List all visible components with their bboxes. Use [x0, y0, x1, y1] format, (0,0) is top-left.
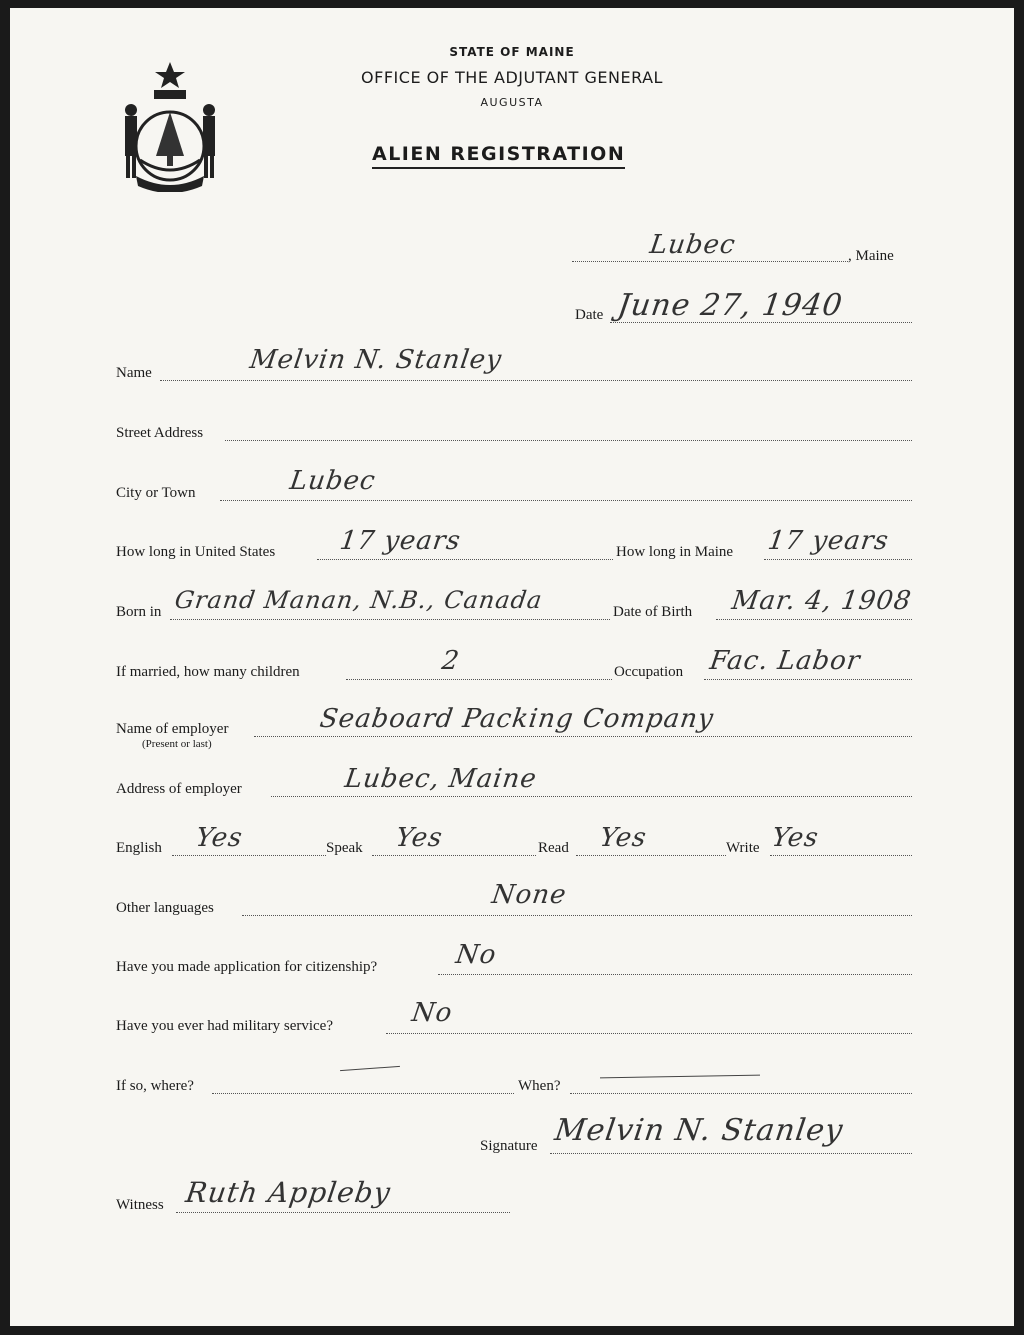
- signature-label: Signature: [480, 1138, 538, 1154]
- name-label: Name: [116, 365, 152, 381]
- when-label: When?: [518, 1078, 561, 1094]
- office-heading: OFFICE OF THE ADJUTANT GENERAL: [361, 68, 663, 87]
- employer-line: [254, 736, 912, 737]
- write-value: Yes: [769, 823, 821, 853]
- when-dash: [600, 1075, 760, 1079]
- occupation-value: Fac. Labor: [707, 646, 863, 676]
- form-title: ALIEN REGISTRATION: [372, 143, 625, 169]
- state-heading: STATE OF MAINE: [449, 45, 575, 59]
- employer-value: Seaboard Packing Company: [317, 704, 716, 734]
- city-label: City or Town: [116, 485, 196, 501]
- military-value: No: [409, 998, 455, 1028]
- citizenship-line: [438, 974, 912, 975]
- street-label: Street Address: [116, 425, 204, 441]
- dob-line: [716, 619, 912, 620]
- read-line: [576, 855, 726, 856]
- city-heading: AUGUSTA: [480, 96, 544, 109]
- military-label: Have you ever had military service?: [116, 1018, 333, 1034]
- children-value: 2: [439, 646, 462, 676]
- name-line: [160, 380, 912, 381]
- employer-address-label: Address of employer: [116, 781, 242, 797]
- how-long-maine-value: 17 years: [765, 526, 891, 556]
- employer-address-line: [271, 796, 912, 797]
- where-dash: [340, 1066, 400, 1071]
- english-line: [172, 855, 326, 856]
- town-line: [572, 261, 848, 262]
- dob-label: Date of Birth: [613, 604, 693, 620]
- write-line: [770, 855, 912, 856]
- how-long-us-line: [317, 559, 613, 560]
- how-long-maine-line: [764, 559, 912, 560]
- born-in-line: [170, 619, 610, 620]
- read-value: Yes: [597, 823, 649, 853]
- occupation-line: [704, 679, 912, 680]
- citizenship-label: Have you made application for citizenship?: [116, 959, 378, 975]
- signature-value: Melvin N. Stanley: [552, 1113, 846, 1148]
- where-line: [212, 1093, 514, 1094]
- city-value: Lubec: [287, 466, 378, 496]
- born-in-label: Born in: [116, 604, 162, 620]
- employer-note: (Present or last): [142, 738, 212, 750]
- occupation-label: Occupation: [614, 664, 684, 680]
- speak-label: Speak: [326, 840, 363, 856]
- maine-label: , Maine: [848, 248, 894, 264]
- name-value: Melvin N. Stanley: [247, 345, 504, 375]
- military-line: [386, 1033, 912, 1034]
- dob-value: Mar. 4, 1908: [729, 586, 914, 616]
- town-value: Lubec: [647, 230, 738, 260]
- witness-label: Witness: [116, 1197, 164, 1213]
- when-line: [570, 1093, 912, 1094]
- speak-value: Yes: [393, 823, 445, 853]
- street-line: [225, 440, 912, 441]
- how-long-us-label: How long in United States: [116, 544, 276, 560]
- born-in-value: Grand Manan, N.B., Canada: [173, 586, 545, 614]
- employer-label: Name of employer: [116, 721, 229, 737]
- witness-line: [176, 1212, 510, 1213]
- employer-address-value: Lubec, Maine: [342, 764, 539, 794]
- where-label: If so, where?: [116, 1078, 194, 1094]
- read-label: Read: [538, 840, 569, 856]
- english-value: Yes: [193, 823, 245, 853]
- other-languages-line: [242, 915, 912, 916]
- english-label: English: [116, 840, 162, 856]
- children-line: [346, 679, 612, 680]
- other-languages-label: Other languages: [116, 900, 214, 916]
- children-label: If married, how many children: [116, 664, 300, 680]
- other-languages-value: None: [489, 880, 569, 910]
- citizenship-value: No: [453, 940, 499, 970]
- how-long-maine-label: How long in Maine: [616, 544, 734, 560]
- city-line: [220, 500, 912, 501]
- date-label: Date: [575, 307, 604, 323]
- signature-line: [550, 1153, 912, 1154]
- write-label: Write: [726, 840, 760, 856]
- how-long-us-value: 17 years: [337, 526, 463, 556]
- speak-line: [372, 855, 536, 856]
- witness-value: Ruth Appleby: [183, 1176, 393, 1209]
- registration-form: [10, 8, 1014, 1326]
- date-value: June 27, 1940: [615, 288, 846, 323]
